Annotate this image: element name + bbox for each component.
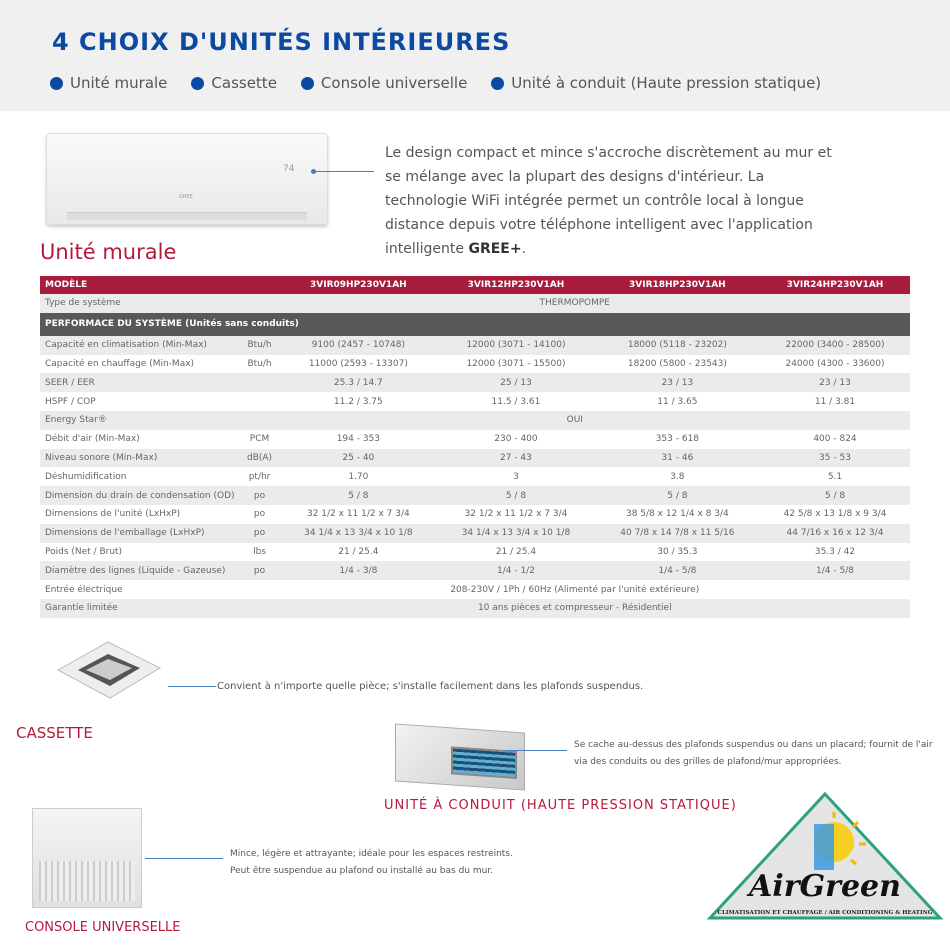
row-value: 18200 (5800 - 23543) [627, 358, 727, 369]
row-value: 32 1/2 x 11 1/2 x 7 3/4 [306, 509, 410, 520]
bullet-item [50, 74, 167, 92]
row-value: 12000 (3071 - 14100) [437, 336, 595, 355]
description-line: Se cache au-dessus des plafonds suspendus ou dans un placard; fournit de l'air [574, 740, 933, 750]
model-header: 3VIR09HP230V1AH [280, 276, 438, 294]
row-value: 3.8 [670, 471, 685, 482]
row-value: 25 / 13 [437, 373, 595, 392]
row-label: Dimensions de l'unité (LxHxP) [45, 509, 181, 520]
row-value: 35 - 53 [760, 449, 910, 468]
bullet-label: Unité à conduit (Haute pression statique) [511, 74, 822, 92]
table-row [40, 599, 910, 618]
row-value: 10 ans pièces et compresseur - Résidentiel [240, 599, 910, 618]
row-value: 11 / 3.81 [814, 396, 856, 407]
row-value: 12000 (3071 - 15500) [466, 358, 566, 369]
row-label: Capacité en climatisation (Min-Max) [40, 336, 240, 355]
row-value: 27 - 43 [437, 449, 595, 468]
grille [39, 861, 135, 901]
console-unit-image [32, 808, 142, 908]
coil [451, 746, 517, 779]
row-value: 11.5 / 3.61 [491, 396, 541, 407]
row-unit: po [240, 486, 280, 505]
wall-unit-description: Le design compact et mince s'accroche discrètement au mur et se mélange avec la plupart des designs d'intérieur. La technologie WiFi intégrée permet un contrôle local à longue distance depuis votre téléphone intelligent avec l'application intelligente GREE+. [385, 145, 832, 257]
page-title: 4 CHOIX D'UNITÉS INTÉRIEURES [52, 28, 511, 56]
description-line: via des conduits ou des grilles de plafond/mur appropriées. [574, 757, 842, 767]
row-value: 208-230V / 1Ph / 60Hz (Alimenté par l'unité extérieure) [450, 584, 700, 595]
cassette-image [48, 640, 168, 700]
model-header: 3VIR24HP230V1AH [760, 276, 910, 294]
row-value: 1/4 - 5/8 [595, 561, 760, 580]
callout-line [145, 858, 223, 859]
row-label: Type de système [40, 294, 240, 313]
callout-line [168, 686, 216, 687]
table-row [40, 505, 910, 524]
row-label: Garantie limitée [40, 599, 240, 618]
row-label: Déshumidification [45, 471, 127, 482]
row-value: 11.2 / 3.75 [333, 396, 383, 407]
table-row [40, 524, 910, 543]
row-value: 25 - 40 [280, 449, 438, 468]
row-label: Niveau sonore (Min-Max) [40, 449, 240, 468]
unit-type-list [50, 74, 821, 92]
table-row [40, 430, 910, 449]
row-value: 35.3 / 42 [814, 546, 856, 557]
row-value: 21 / 25.4 [495, 546, 537, 557]
description-text: Le design compact et mince s'accroche discrètement au mur et se mélange avec la plupart des designs d'intérieur. La technologie WiFi intégrée permet un contrôle local à longue distance depuis votre téléphone intelligent avec l'application intelligente [385, 145, 832, 257]
row-unit: PCM [249, 434, 270, 445]
row-value: 353 - 618 [655, 434, 700, 445]
row-label: Dimension du drain de condensation (OD) [40, 486, 240, 505]
row-value: 23 / 13 [760, 373, 910, 392]
airgreen-logo [706, 790, 944, 922]
row-value: 40 7/8 x 14 7/8 x 11 5/16 [595, 524, 760, 543]
vent [67, 212, 307, 220]
row-label: Capacité en chauffage (Min-Max) [45, 358, 195, 369]
duct-description [574, 737, 933, 771]
model-label: MODÈLE [40, 276, 280, 294]
wall-unit-image [46, 133, 328, 225]
table-row [40, 355, 910, 374]
snowflake-icon [814, 824, 834, 870]
bullet-label: Console universelle [320, 74, 468, 92]
row-value: 32 1/2 x 11 1/2 x 7 3/4 [464, 509, 568, 520]
row-value: 1/4 - 3/8 [280, 561, 438, 580]
bullet-label: Cassette [211, 74, 277, 92]
table-row [40, 336, 910, 355]
logo-name: AirGreen [749, 869, 901, 904]
row-value: OUI [240, 411, 910, 430]
header-band [0, 0, 950, 111]
row-unit: lbs [253, 546, 266, 557]
row-value: 30 / 35.3 [657, 546, 698, 557]
row-value: 9100 (2457 - 10748) [280, 336, 438, 355]
row-unit: Btu/h [240, 336, 280, 355]
brand-mark: GREE [179, 194, 193, 200]
row-unit: dB(A) [240, 449, 280, 468]
row-unit: po [240, 561, 280, 580]
row-value: 400 - 824 [813, 434, 857, 445]
row-label: HSPF / COP [45, 396, 96, 407]
logo-tagline: CLIMATISATION ET CHAUFFAGE / AIR CONDITIONING & HEATING [717, 910, 933, 916]
unit-display: 74 [283, 164, 295, 174]
row-label: Débit d'air (Min-Max) [45, 434, 140, 445]
row-label: Diamètre des lignes (Liquide - Gazeuse) [40, 561, 240, 580]
row-value: 11000 (2593 - 13307) [308, 358, 408, 369]
wall-unit-heading: Unité murale [40, 240, 177, 264]
row-value: 22000 (3400 - 28500) [760, 336, 910, 355]
callout-line [314, 171, 374, 172]
table-row [40, 486, 910, 505]
row-value: 5 / 8 [437, 486, 595, 505]
bullet-dot-icon [50, 77, 63, 90]
section-title: PERFORMACE DU SYSTÈME (Unités sans conduits) [40, 313, 910, 336]
bullet-item [491, 74, 821, 92]
cassette-heading: CASSETTE [16, 724, 93, 742]
row-label: SEER / EER [40, 373, 240, 392]
console-description [230, 846, 513, 880]
console-heading: CONSOLE UNIVERSELLE [25, 920, 181, 935]
row-label: Dimensions de l'emballage (LxHxP) [40, 524, 240, 543]
row-value: 23 / 13 [595, 373, 760, 392]
table-row [40, 411, 910, 430]
bullet-dot-icon [491, 77, 504, 90]
table-row [40, 467, 910, 486]
row-value: 44 7/16 x 16 x 12 3/4 [760, 524, 910, 543]
description-line: Peut être suspendue au plafond ou installé au bas du mur. [230, 866, 494, 876]
table-row [40, 449, 910, 468]
model-header: 3VIR12HP230V1AH [437, 276, 595, 294]
row-value: 230 - 400 [494, 434, 538, 445]
table-row [40, 373, 910, 392]
row-value: 5 / 8 [760, 486, 910, 505]
bullet-item [301, 74, 467, 92]
row-unit [240, 392, 280, 411]
callout-line [505, 750, 567, 751]
bullet-dot-icon [301, 77, 314, 90]
duct-unit-image [395, 723, 525, 790]
table-row [40, 543, 910, 562]
row-value: 194 - 353 [336, 434, 381, 445]
app-name: GREE+ [468, 241, 522, 257]
row-value: 5.1 [827, 471, 843, 482]
row-value: 18000 (5118 - 23202) [595, 336, 760, 355]
row-value: 31 - 46 [595, 449, 760, 468]
row-value: 34 1/4 x 13 3/4 x 10 1/8 [280, 524, 438, 543]
row-value: 1/4 - 1/2 [437, 561, 595, 580]
table-row [40, 561, 910, 580]
bullet-dot-icon [191, 77, 204, 90]
row-value: 1.70 [348, 471, 369, 482]
row-unit: po [240, 524, 280, 543]
row-unit: pt/hr [248, 471, 271, 482]
row-value: 38 5/8 x 12 1/4 x 8 3/4 [625, 509, 729, 520]
row-label: Poids (Net / Brut) [45, 546, 123, 557]
row-label: Energy Star® [40, 411, 240, 430]
row-value: 25.3 / 14.7 [280, 373, 438, 392]
section-header-row [40, 313, 910, 336]
row-value: 5 / 8 [280, 486, 438, 505]
table-row [40, 392, 910, 411]
row-value: 34 1/4 x 13 3/4 x 10 1/8 [437, 524, 595, 543]
row-value: THERMOPOMPE [240, 294, 910, 313]
bullet-label: Unité murale [70, 74, 168, 92]
row-value: 5 / 8 [595, 486, 760, 505]
description-line: Mince, légère et attrayante; idéale pour les espaces restreints. [230, 849, 513, 859]
row-unit: Btu/h [247, 358, 272, 369]
duct-heading: UNITÉ À CONDUIT (HAUTE PRESSION STATIQUE) [384, 798, 737, 813]
row-value: 1/4 - 5/8 [760, 561, 910, 580]
bullet-item [191, 74, 277, 92]
specs-table [40, 276, 910, 618]
row-value: 42 5/8 x 13 1/8 x 9 3/4 [783, 509, 887, 520]
table-header-row [40, 276, 910, 294]
table-row [40, 294, 910, 313]
row-value: 24000 (4300 - 33600) [785, 358, 885, 369]
table-row [40, 580, 910, 599]
row-unit [240, 373, 280, 392]
model-header: 3VIR18HP230V1AH [595, 276, 760, 294]
row-value: 3 [513, 471, 519, 482]
row-value: 11 / 3.65 [657, 396, 698, 407]
row-unit: po [253, 509, 266, 520]
cassette-description: Convient à n'importe quelle pièce; s'installe facilement dans les plafonds suspendus. [217, 681, 644, 692]
row-value: 21 / 25.4 [338, 546, 379, 557]
row-label: Entrée électrique [45, 584, 123, 595]
